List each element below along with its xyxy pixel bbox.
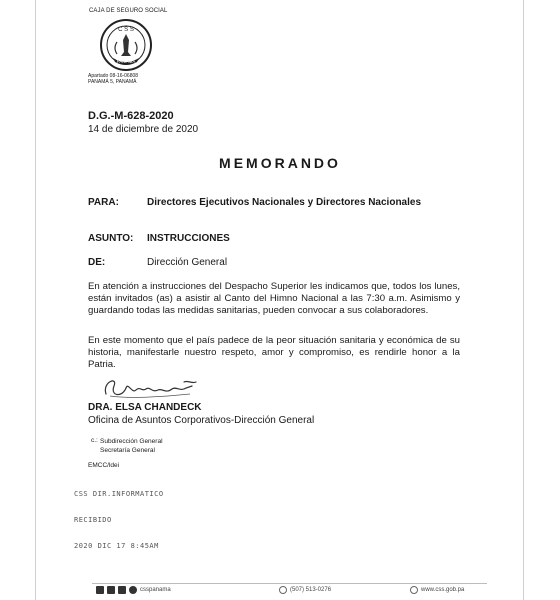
de-value: Dirección General bbox=[147, 257, 228, 268]
footer-website: www.css.gob.pa bbox=[421, 587, 465, 593]
globe-icon bbox=[410, 586, 418, 594]
facebook-icon bbox=[107, 586, 115, 594]
youtube-icon bbox=[129, 586, 137, 594]
body-paragraph: En atención a instrucciones del Despacho Superior les indicamos que, todos los lunes, están invitados (as) a asistir al Canto del Himno Nacional a las 7:30 a.m. Asimismo y guardando todas las medidas sanitarias, pueden convocar a sus colaboradores. bbox=[88, 281, 460, 316]
para-label: PARA: bbox=[88, 197, 119, 208]
org-address bbox=[88, 73, 138, 85]
footer-social-handle: csspanama bbox=[140, 587, 171, 593]
cc-item: Subdirección General bbox=[100, 438, 163, 445]
phone-icon bbox=[279, 586, 287, 594]
memo-reference: D.G.-M-628-2020 bbox=[88, 110, 174, 122]
scan-edge-right bbox=[523, 0, 524, 600]
footer-phone: (507) 513-0276 bbox=[290, 587, 332, 593]
asunto-value: INSTRUCCIONES bbox=[147, 233, 230, 244]
instagram-icon bbox=[96, 586, 104, 594]
scan-edge-left bbox=[35, 0, 36, 600]
cc-item: Secretaría General bbox=[100, 447, 155, 454]
received-stamp-line: CSS DIR.INFORMATICO bbox=[74, 490, 164, 498]
typist-initials: EMCC/ldei bbox=[88, 462, 120, 469]
address-line: Apartado 08-16-06808 bbox=[88, 73, 139, 79]
para-value: Directores Ejecutivos Nacionales y Directores Nacionales bbox=[147, 197, 422, 208]
twitter-icon bbox=[118, 586, 126, 594]
handwritten-signature bbox=[100, 372, 210, 404]
footer-divider bbox=[92, 583, 487, 584]
signer-name: DRA. ELSA CHANDECK bbox=[88, 402, 202, 413]
address-line: PANAMÁ 5, PANAMÁ bbox=[88, 79, 137, 85]
seal-text-bottom: PANAMA bbox=[116, 59, 136, 64]
received-stamp-line: 2020 DIC 17 8:45AM bbox=[74, 542, 159, 550]
body-paragraph: En este momento que el país padece de la peor situación sanitaria y económica de su historia, manifestarle nuestro respeto, amor y compromiso, es rendirle honor a la Patria. bbox=[88, 335, 460, 370]
received-stamp-line: RECIBIDO bbox=[74, 516, 112, 524]
de-label: DE: bbox=[88, 257, 106, 268]
asunto-label: ASUNTO: bbox=[88, 233, 134, 244]
cc-label: c.: bbox=[91, 437, 98, 444]
css-seal-logo bbox=[99, 18, 153, 72]
signer-title: Oficina de Asuntos Corporativos-Dirección General bbox=[88, 415, 315, 426]
memo-title: MEMORANDO bbox=[219, 155, 341, 171]
memo-date: 14 de diciembre de 2020 bbox=[88, 124, 199, 135]
org-name: CAJA DE SEGURO SOCIAL bbox=[89, 8, 168, 14]
seal-text-top: C S S bbox=[118, 27, 134, 33]
